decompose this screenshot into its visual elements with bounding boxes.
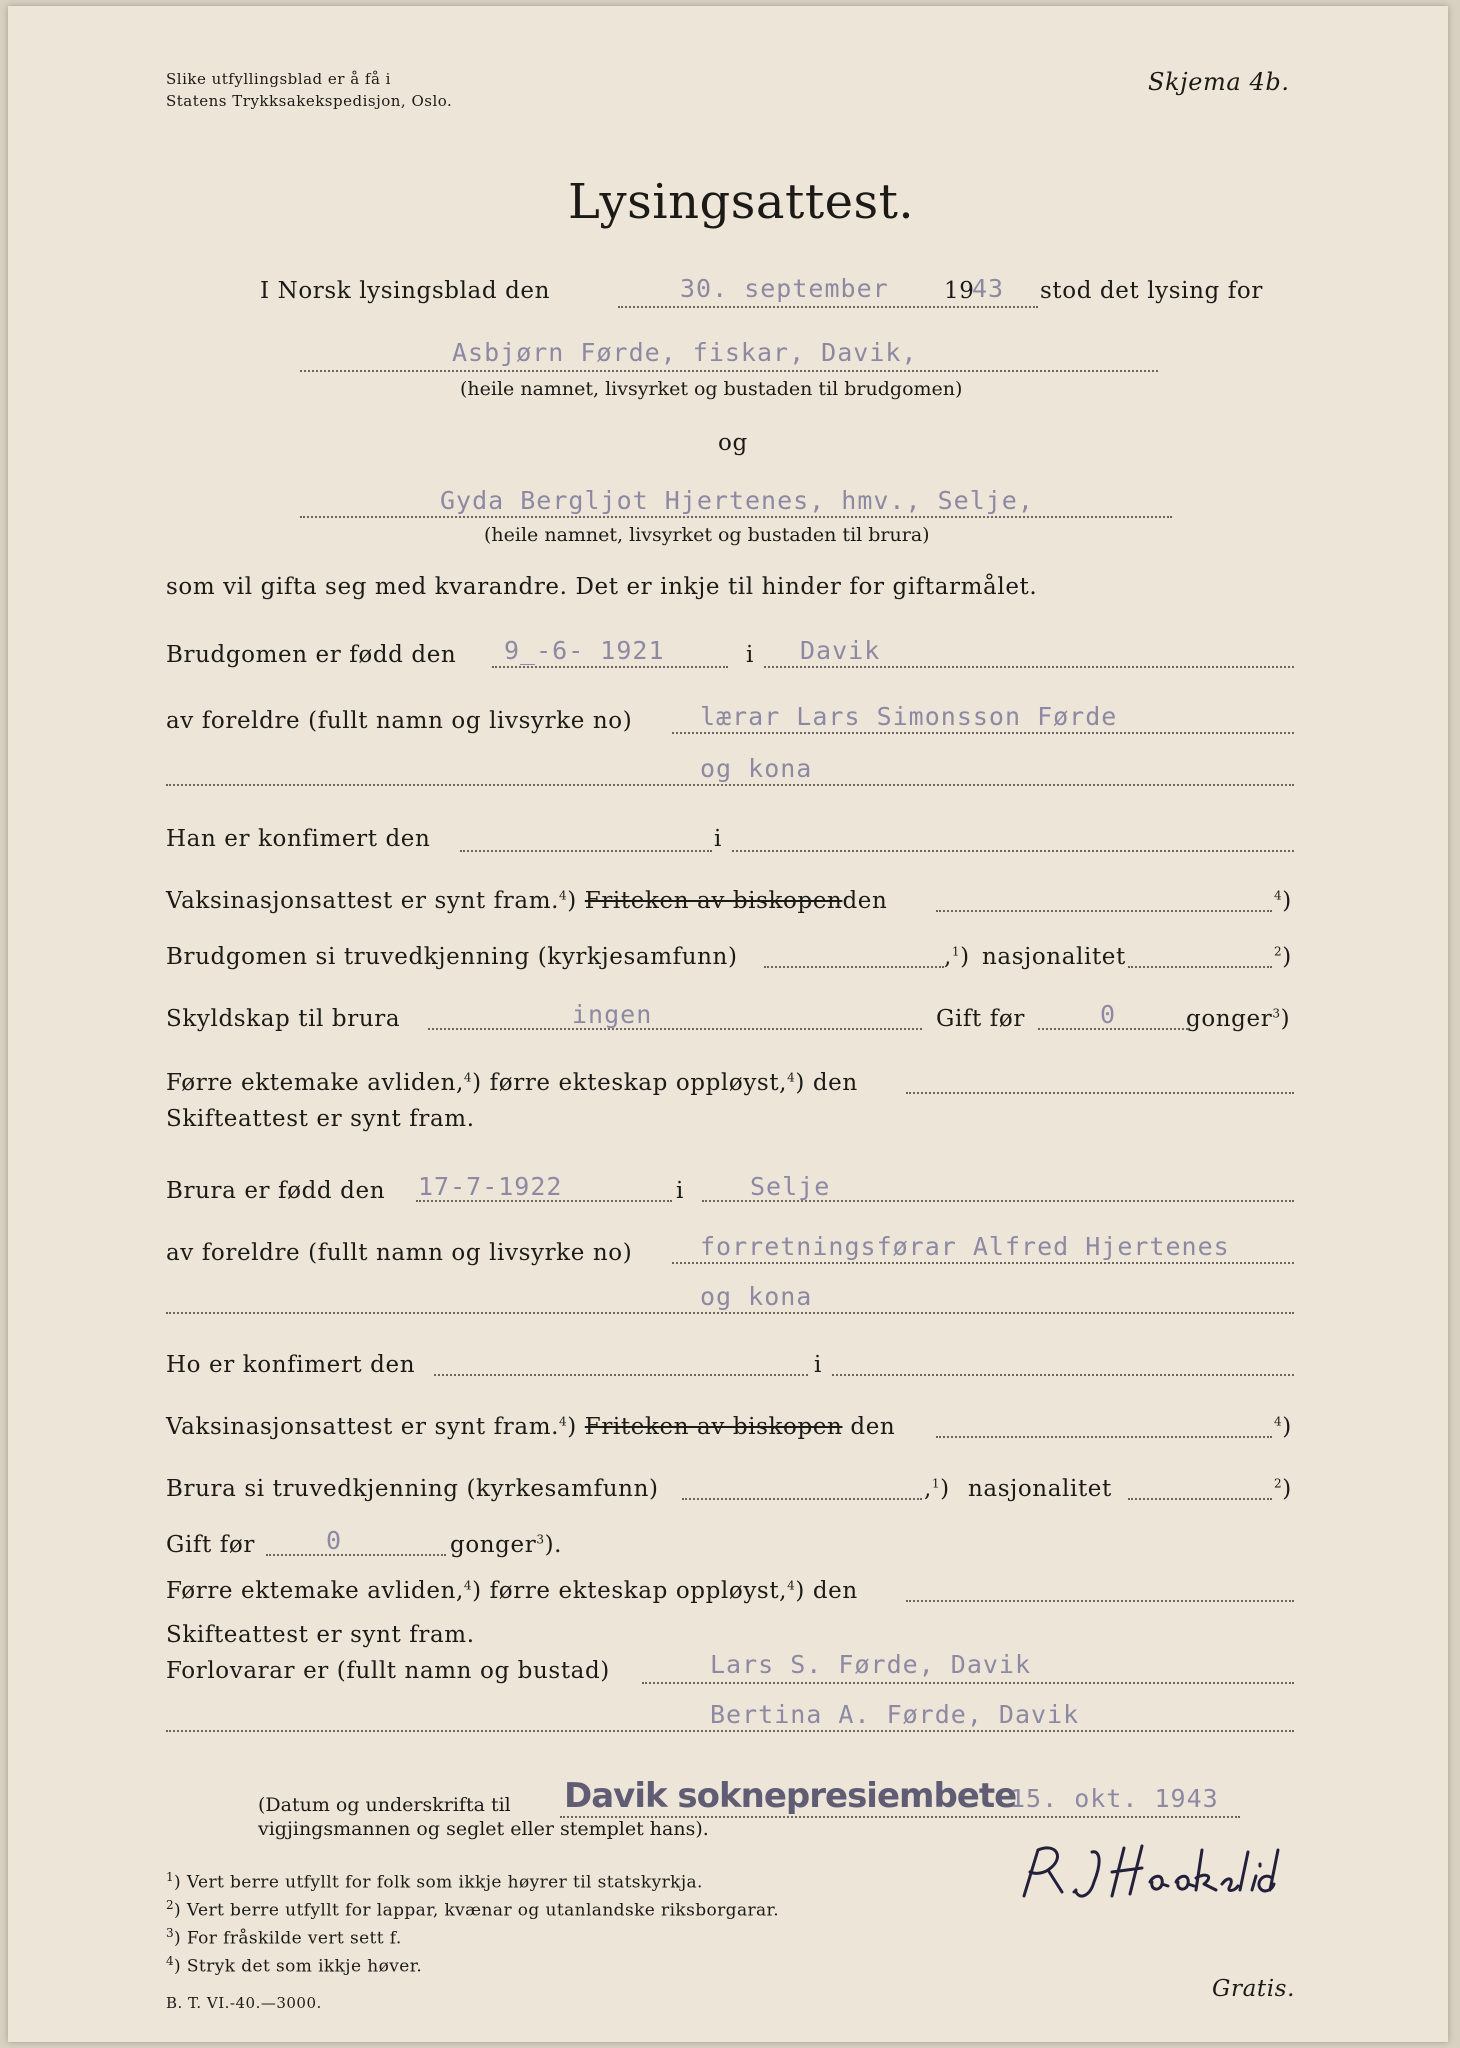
groom-vacc-struck: Friteken av biskopen — [584, 888, 843, 914]
lysing-prefix: I Norsk lysingsblad den — [260, 278, 551, 304]
footnote-3-text: For fråskilde vert sett f. — [186, 1928, 402, 1949]
groom-nationality-mark — [1274, 944, 1292, 970]
groom-faith-label: Brudgomen si truvedkjenning (kyrkjesamfunn) — [166, 944, 738, 970]
groom-vacc-label: Vaksinasjonsattest er synt fram. — [166, 888, 560, 914]
bride-name: Gyda Bergljot Hjertenes, hmv., Selje, — [440, 486, 1034, 515]
groom-faith-comma: , — [944, 944, 952, 970]
groom-parents-2: og kona — [700, 754, 813, 783]
bride-prev-b: førre ekteskap oppløyst, — [489, 1578, 788, 1604]
bride-confirmed-place-line — [832, 1374, 1294, 1376]
groom-settlement: Skifteattest er synt fram. — [166, 1106, 475, 1132]
bride-name-hint: (heile namnet, livsyrket og bustaden til brura) — [484, 524, 930, 546]
signature-label-2: vigjingsmannen og seglet eller stemplet hans). — [258, 1818, 709, 1840]
bride-faith-close: ) — [940, 1476, 950, 1502]
bride-prev-line — [906, 1600, 1294, 1602]
bride-times-label: gonger — [450, 1532, 537, 1558]
groom-name-hint: (heile namnet, livsyrket og bustaden til brudgomen) — [460, 378, 963, 400]
bride-parents-2: og kona — [700, 1282, 813, 1311]
groom-nationality-line — [1128, 966, 1272, 968]
bride-vacc-end — [1274, 1414, 1292, 1440]
bride-vacc-line — [936, 1436, 1272, 1438]
form-id: Skjema 4b. — [1148, 68, 1290, 96]
bride-nationality-sup: 2 — [1274, 1476, 1283, 1491]
witness-1: Lars S. Førde, Davik — [710, 1650, 1032, 1679]
groom-place-line — [764, 666, 1294, 668]
witness-2: Bertina A. Førde, Davik — [710, 1700, 1080, 1729]
print-code: B. T. VI.-40.—3000. — [166, 1994, 322, 2012]
groom-vacc-line — [936, 910, 1272, 912]
groom-kinship-label: Skyldskap til brura — [166, 1006, 401, 1032]
signature — [1004, 1836, 1304, 1920]
bride-born-label: Brura er fødd den — [166, 1178, 386, 1204]
groom-confirmed-in: i — [714, 826, 722, 852]
footnote-1-mark: 1 — [166, 1870, 175, 1884]
footnote-4: $^4$) Stryk det som ikkje høver. — [166, 1954, 423, 1977]
bride-prev-b-sup: 4 — [787, 1578, 796, 1593]
groom-prev-b-close: ) — [795, 1070, 805, 1096]
lysing-date-line — [618, 306, 1038, 308]
groom-born-label: Brudgomen er fødd den — [166, 642, 457, 668]
groom-prev-spouse — [166, 1070, 858, 1096]
groom-times-label: gonger — [1186, 1006, 1273, 1032]
bride-prev-a-sup: 4 — [463, 1578, 473, 1593]
bride-settlement: Skifteattest er synt fram. — [166, 1622, 475, 1648]
bride-vacc-end-sup: 4 — [1274, 1414, 1283, 1429]
lysing-suffix: stod det lysing for — [1040, 278, 1263, 304]
groom-confirmed-place-line — [732, 850, 1294, 852]
signature-date: 15. okt. 1943 — [1010, 1784, 1219, 1813]
groom-times-sup: 3 — [1272, 1006, 1281, 1021]
groom-nationality-close: ) — [1282, 944, 1292, 970]
witnesses-label: Forlovarar er (fullt namn og bustad) — [166, 1658, 610, 1684]
bride-name-line — [300, 516, 1172, 518]
footnote-2-mark: 2 — [166, 1898, 175, 1912]
bride-married-before-line — [266, 1554, 446, 1556]
groom-confirmed-label: Han er konfimert den — [166, 826, 431, 852]
groom-married-before: 0 — [1100, 1000, 1117, 1029]
bride-faith-line — [682, 1498, 922, 1500]
groom-parents-1: lærar Lars Simonsson Førde — [700, 702, 1118, 731]
groom-born-place: Davik — [800, 636, 881, 665]
bride-faith-comma: , — [924, 1476, 932, 1502]
groom-times-close: ) — [1280, 1006, 1291, 1032]
bride-faith-mark — [924, 1476, 950, 1502]
bride-born-in: i — [676, 1178, 684, 1204]
groom-parents-line-1 — [672, 732, 1294, 734]
groom-vacc-end-sup: 4 — [1274, 888, 1283, 903]
bride-married-before: 0 — [326, 1526, 343, 1555]
groom-confirmed-date-line — [460, 850, 712, 852]
bride-married-before-label: Gift før — [166, 1532, 255, 1558]
footnote-3: $^3$) For fråskilde vert sett f. — [166, 1926, 402, 1949]
groom-vacc-sup: 4 — [559, 888, 568, 903]
signature-icon — [1004, 1836, 1304, 1916]
bride-nationality-line — [1128, 1498, 1272, 1500]
footnote-4-mark: 4 — [166, 1954, 175, 1968]
footnote-2: $^2$) Vert berre utfyllt for lappar, kvænar og utanlandske riksborgarar. — [166, 1898, 780, 1921]
bride-times-sup: 3 — [536, 1532, 545, 1547]
lysing-year-typed: 43 — [972, 274, 1005, 303]
footnote-2-text: Vert berre utfyllt for lappar, kvænar og utanlandske riksborgarar. — [186, 1900, 780, 1921]
bride-vacc-den: den — [850, 1414, 896, 1440]
parish-stamp: Davik soknepresiembete — [564, 1776, 1017, 1816]
bride-prev-b-close: ) — [795, 1578, 805, 1604]
bride-vacc-struck: Friteken av biskopen — [584, 1414, 843, 1440]
bride-times — [450, 1532, 562, 1558]
bride-confirmed-label: Ho er konfimert den — [166, 1352, 416, 1378]
witnesses-line-1 — [642, 1682, 1294, 1684]
bride-parents-line-1 — [672, 1262, 1294, 1264]
groom-name: Asbjørn Førde, fiskar, Davik, — [452, 338, 918, 367]
groom-faith-line — [764, 966, 944, 968]
groom-prev-b-sup: 4 — [787, 1070, 796, 1085]
bride-vacc-end-close: ) — [1282, 1414, 1292, 1440]
lysing-year-printed: 19 — [944, 278, 975, 304]
bride-faith-label: Brura si truvedkjenning (kyrkesamfunn) — [166, 1476, 659, 1502]
groom-prev-a-close: ) — [472, 1070, 482, 1096]
groom-born-in: i — [746, 642, 754, 668]
bride-prev-a: Førre ektemake avliden, — [166, 1578, 464, 1604]
groom-parents-line-2 — [166, 784, 1294, 786]
footnote-1: $^1$) Vert berre utfyllt for folk som ikkje høyrer til statskyrkja. — [166, 1870, 703, 1893]
groom-prev-c: den — [812, 1070, 858, 1096]
footnote-1-text: Vert berre utfyllt for folk som ikkje høyrer til statskyrkja. — [186, 1872, 703, 1893]
bride-vacc-sup: 4 — [559, 1414, 568, 1429]
bride-times-close: ). — [544, 1532, 563, 1558]
bride-vacc-label: Vaksinasjonsattest er synt fram. — [166, 1414, 560, 1440]
bride-born-date: 17-7-1922 — [418, 1172, 563, 1201]
groom-vacc-close: ) — [567, 888, 577, 914]
groom-vacc-end-close: ) — [1282, 888, 1292, 914]
groom-parents-label: av foreldre (fullt namn og livsyrke no) — [166, 708, 633, 734]
lysing-date: 30. september — [680, 274, 889, 303]
groom-vacc-row — [166, 888, 887, 914]
groom-born-date: 9_-6- 1921 — [504, 636, 665, 665]
groom-nationality-sup: 2 — [1274, 944, 1283, 959]
groom-faith-mark — [944, 944, 970, 970]
bride-faith-sup: 1 — [931, 1476, 941, 1491]
bride-nationality-close: ) — [1282, 1476, 1292, 1502]
bride-confirmed-in: i — [814, 1352, 822, 1378]
footnote-4-text: Stryk det som ikkje høver. — [186, 1956, 423, 1977]
signature-label-1: (Datum og underskrifta til — [258, 1794, 511, 1816]
bride-vacc-row — [166, 1414, 895, 1440]
groom-faith-sup: 1 — [951, 944, 961, 959]
groom-nationality-label: nasjonalitet — [982, 944, 1126, 970]
signature-date-line — [560, 1816, 1240, 1818]
bride-parents-1: forretningsførar Alfred Hjertenes — [700, 1232, 1230, 1261]
groom-kinship-line — [428, 1028, 922, 1030]
bride-prev-c: den — [812, 1578, 858, 1604]
source-line-1: Slike utfyllingsblad er å få i — [166, 70, 391, 88]
gratis: Gratis. — [1212, 1976, 1295, 2002]
source-line-2: Statens Trykksakekspedisjon, Oslo. — [166, 92, 453, 110]
groom-kinship: ingen — [572, 1000, 653, 1029]
bride-born-place: Selje — [750, 1172, 831, 1201]
groom-prev-line — [906, 1092, 1294, 1094]
groom-married-before-label: Gift før — [936, 1006, 1025, 1032]
groom-born-line — [492, 666, 728, 668]
footnote-3-mark: 3 — [166, 1926, 175, 1940]
certificate-sheet — [8, 6, 1448, 2042]
witnesses-line-2 — [166, 1730, 1294, 1732]
groom-vacc-end — [1274, 888, 1292, 914]
intent-text: som vil gifta seg med kvarandre. Det er inkje til hinder for giftarmålet. — [166, 574, 1038, 600]
bride-parents-label: av foreldre (fullt namn og livsyrke no) — [166, 1240, 633, 1266]
bride-confirmed-date-line — [434, 1374, 808, 1376]
groom-faith-close: ) — [960, 944, 970, 970]
bride-parents-line-2 — [166, 1312, 1294, 1314]
bride-vacc-close: ) — [567, 1414, 577, 1440]
bride-prev-spouse — [166, 1578, 858, 1604]
groom-prev-b: førre ekteskap oppløyst, — [489, 1070, 788, 1096]
groom-times — [1186, 1006, 1290, 1032]
bride-nationality-mark — [1274, 1476, 1292, 1502]
page-title: Lysingsattest. — [568, 174, 915, 230]
groom-name-line — [300, 370, 1158, 372]
bride-nationality-label: nasjonalitet — [968, 1476, 1112, 1502]
groom-prev-a: Førre ektemake avliden, — [166, 1070, 464, 1096]
bride-prev-a-close: ) — [472, 1578, 482, 1604]
groom-prev-a-sup: 4 — [463, 1070, 473, 1085]
og-word: og — [718, 430, 748, 456]
groom-vacc-den: den — [842, 888, 888, 914]
